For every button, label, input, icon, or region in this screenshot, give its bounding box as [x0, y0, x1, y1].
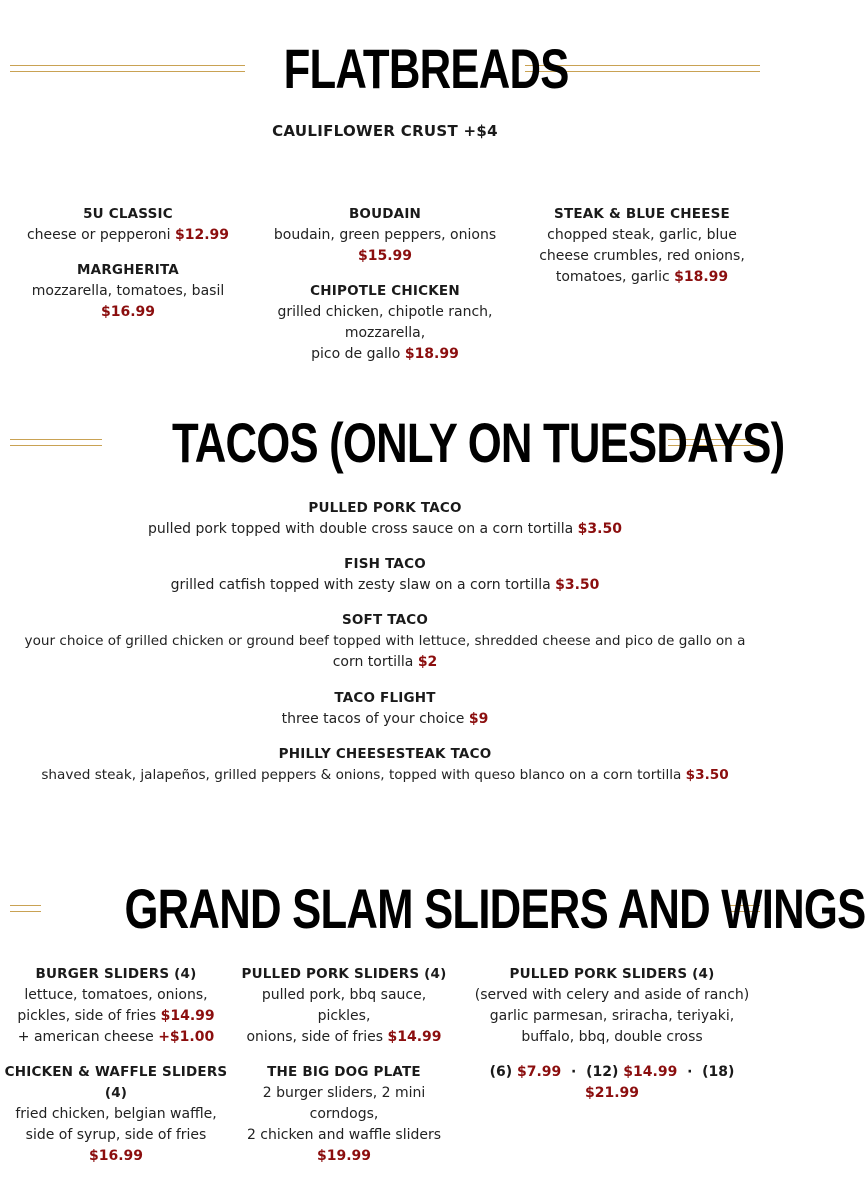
sliders-header	[0, 876, 865, 941]
item-price: $19.99	[316, 1148, 372, 1164]
item-name: SOFT TACO	[341, 612, 429, 628]
menu-item	[265, 204, 505, 267]
item-name: (4)	[104, 1085, 128, 1101]
item-name: STEAK & BLUE CHEESE	[554, 206, 730, 222]
gold-rule	[10, 65, 245, 72]
menu-item	[462, 964, 762, 1048]
gold-rule	[10, 905, 41, 912]
item-description: mozzarella,	[344, 325, 426, 341]
item-name: MARGHERITA	[77, 262, 179, 278]
item-description: pickles, side of fries	[17, 1008, 157, 1024]
item-description: pulled pork, bbq sauce,	[261, 987, 427, 1003]
item-description: boudain, green peppers, onions	[273, 227, 497, 243]
item-description: shaved steak, jalapeños, grilled peppers & onions, topped with queso blanco on a corn tortilla	[41, 767, 682, 783]
menu-item	[0, 1062, 232, 1167]
item-price: $7.99	[517, 1064, 562, 1080]
item-price: $3.50	[555, 577, 600, 593]
menu-item	[234, 964, 454, 1048]
separator: ·	[687, 1064, 693, 1080]
item-name: 5U CLASSIC	[83, 206, 173, 222]
item-price: $16.99	[100, 304, 156, 320]
item-name: BURGER SLIDERS (4)	[35, 966, 197, 982]
section-title: TACOS (ONLY ON TUESDAYS)	[172, 411, 785, 474]
item-description: pico de gallo	[311, 346, 401, 362]
item-price: $14.99	[387, 1029, 442, 1045]
gold-rule	[10, 439, 102, 446]
item-description: corndogs,	[309, 1106, 379, 1122]
tacos-header	[0, 410, 785, 475]
item-description: pulled pork topped with double cross sauce on a corn tortilla	[148, 521, 574, 537]
item-price: $3.50	[577, 521, 622, 537]
item-description: grilled chicken, chipotle ranch,	[277, 304, 493, 320]
item-description: fried chicken, belgian waffle,	[15, 1106, 217, 1122]
item-name: PULLED PORK TACO	[308, 500, 462, 516]
item-description: onions, side of fries	[246, 1029, 384, 1045]
wing-size: (18)	[702, 1064, 735, 1080]
item-description: (served with celery and aside of ranch)	[474, 987, 750, 1003]
menu-item	[8, 204, 248, 246]
item-description: corn tortilla	[332, 654, 414, 670]
item-description: buffalo, bbq, double cross	[521, 1029, 703, 1045]
item-description: 2 chicken and waffle sliders	[246, 1127, 442, 1143]
item-description: 2 burger sliders, 2 mini	[262, 1085, 426, 1101]
item-name: PHILLY CHEESESTEAK TACO	[278, 746, 492, 762]
item-description: three tacos of your choice	[281, 711, 465, 727]
item-name: CHICKEN & WAFFLE SLIDERS	[4, 1064, 228, 1080]
item-description: cheese or pepperoni	[26, 227, 171, 243]
item-name: BOUDAIN	[348, 206, 422, 222]
separator: ·	[571, 1064, 577, 1080]
flatbreads-header	[0, 36, 770, 101]
section-title: FLATBREADS	[283, 37, 569, 100]
item-description: pickles,	[317, 1008, 371, 1024]
item-price: $14.99	[160, 1008, 215, 1024]
item-name: FISH TACO	[344, 556, 426, 572]
wing-size: (6)	[489, 1064, 513, 1080]
item-description: chopped steak, garlic, blue	[547, 227, 737, 243]
item-description: garlic parmesan, sriracha, teriyaki,	[489, 1008, 735, 1024]
item-price: $15.99	[357, 248, 413, 264]
menu-item	[0, 744, 770, 786]
menu-item	[0, 498, 770, 540]
item-description: your choice of grilled chicken or ground beef topped with lettuce, shredded cheese and pico de gallo on a	[24, 633, 746, 649]
item-description: + american cheese	[17, 1029, 154, 1045]
item-name: TACO FLIGHT	[334, 690, 436, 706]
item-price: $18.99	[404, 346, 459, 362]
section-title: GRAND SLAM SLIDERS AND WINGS	[124, 877, 865, 940]
menu-item	[0, 554, 770, 596]
wing-prices	[462, 1062, 762, 1104]
menu-item	[0, 610, 770, 673]
item-description: lettuce, tomatoes, onions,	[24, 987, 208, 1003]
item-price: $18.99	[674, 269, 729, 285]
item-price: $14.99	[623, 1064, 678, 1080]
flatbreads-subtitle: CAULIFLOWER CRUST +$4	[272, 122, 498, 140]
item-price: $2	[417, 654, 438, 670]
item-description: side of syrup, side of fries	[25, 1127, 207, 1143]
item-description: grilled catfish topped with zesty slaw on a corn tortilla	[170, 577, 551, 593]
item-price: +$1.00	[158, 1029, 215, 1045]
item-description: mozzarella, tomatoes, basil	[31, 283, 225, 299]
item-description: tomatoes, garlic	[555, 269, 670, 285]
menu-item	[234, 1062, 454, 1167]
item-description: cheese crumbles, red onions,	[539, 248, 745, 264]
item-name: CHIPOTLE CHICKEN	[310, 283, 460, 299]
menu-item	[522, 204, 762, 288]
wing-size: (12)	[586, 1064, 619, 1080]
item-price: $21.99	[584, 1085, 640, 1101]
menu-item	[0, 688, 770, 730]
item-price: $12.99	[175, 227, 230, 243]
menu-item	[265, 281, 505, 365]
item-name: PULLED PORK SLIDERS (4)	[241, 966, 447, 982]
item-price: $9	[468, 711, 489, 727]
item-name: THE BIG DOG PLATE	[267, 1064, 421, 1080]
menu-item	[8, 260, 248, 323]
item-price: $3.50	[685, 767, 729, 783]
item-price: $16.99	[88, 1148, 144, 1164]
item-name: PULLED PORK SLIDERS (4)	[509, 966, 715, 982]
menu-item	[0, 964, 232, 1048]
